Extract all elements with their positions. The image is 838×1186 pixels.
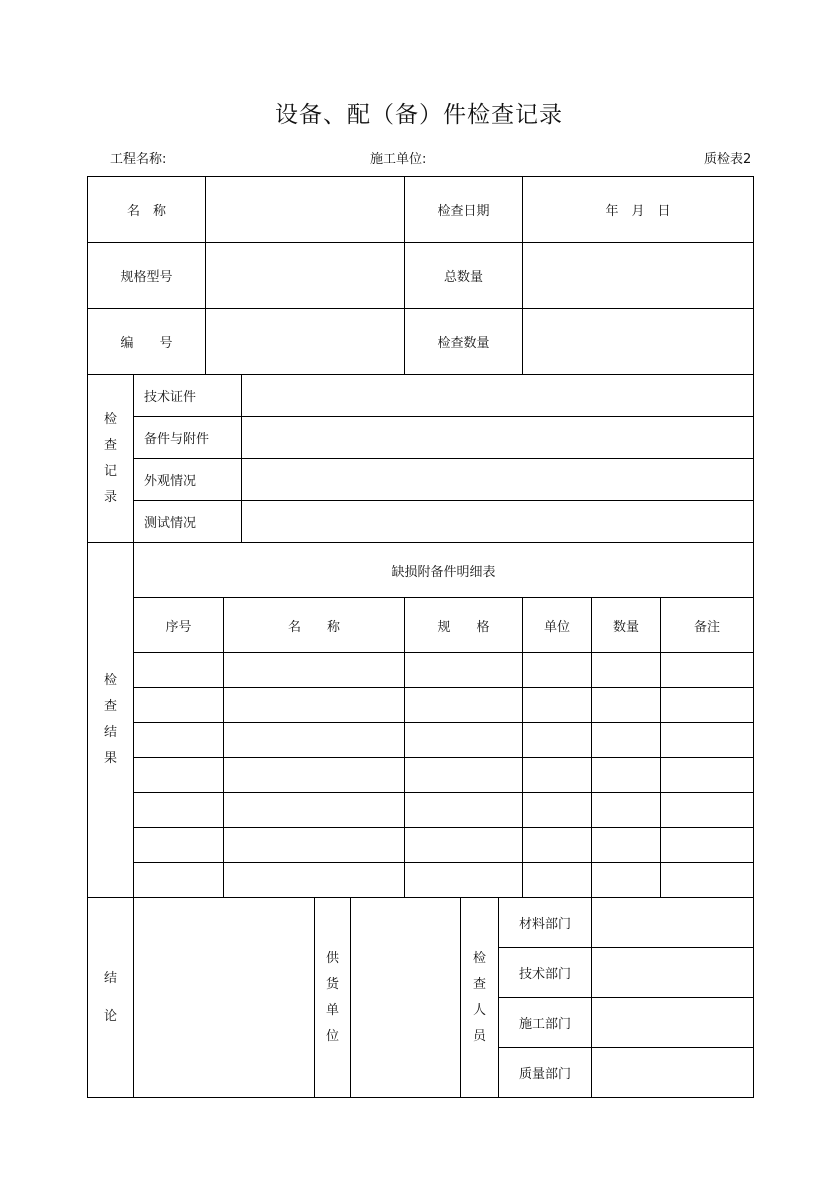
record-item-spares: 备件与附件 [144, 432, 210, 447]
check-record-char: 录 [103, 489, 117, 505]
conclusion-section-label [88, 898, 133, 1097]
total-qty-value[interactable] [523, 243, 753, 308]
spec-model-value[interactable] [206, 243, 404, 308]
check-result-char: 查 [103, 699, 117, 714]
record-item-testing: 测试情况 [144, 516, 197, 531]
dept-technical-label: 技术部门 [518, 967, 571, 982]
conclusion-char: 结 [103, 970, 117, 986]
record-item-appearance: 外观情况 [144, 474, 197, 489]
total-qty-label: 总数量 [443, 270, 483, 285]
page-title: 设备、配（备）件检查记录 [275, 102, 563, 128]
conclusion-char: 论 [103, 1008, 117, 1024]
record-item-tech-docs: 技术证件 [144, 390, 197, 405]
supplier-value[interactable] [351, 898, 460, 1097]
supplier-char: 位 [325, 1028, 339, 1044]
supplier-char: 供 [325, 950, 339, 966]
check-result-char: 结 [103, 725, 117, 740]
check-date-label: 检查日期 [437, 204, 490, 219]
defect-table-title: 缺损附备件明细表 [391, 564, 496, 580]
construction-unit-label: 施工单位: [370, 152, 427, 167]
check-qty-value[interactable] [523, 309, 753, 374]
check-record-char: 记 [103, 463, 117, 479]
inspector-char: 人 [472, 1002, 486, 1018]
dept-quality-signature[interactable] [592, 1048, 753, 1097]
check-qty-label: 检查数量 [437, 336, 490, 351]
form-code: 质检表2 [704, 152, 752, 167]
name-value[interactable] [206, 177, 404, 242]
inspector-char: 查 [472, 976, 486, 992]
serial-value[interactable] [206, 309, 404, 374]
conclusion-value[interactable] [134, 898, 314, 1097]
check-result-char: 检 [103, 673, 117, 688]
dept-materials-label: 材料部门 [518, 917, 571, 932]
column-header-name: 名 称 [287, 619, 340, 635]
serial-label: 编 号 [120, 336, 173, 351]
inspector-char: 员 [472, 1028, 486, 1044]
dept-technical-signature[interactable] [592, 948, 753, 997]
project-name-label: 工程名称: [110, 152, 167, 167]
dept-construction-label: 施工部门 [518, 1017, 571, 1032]
check-date-value[interactable]: 年 月 日 [605, 204, 671, 219]
check-record-char: 检 [103, 411, 117, 427]
column-header-index: 序号 [165, 619, 192, 635]
spec-model-label: 规格型号 [120, 270, 173, 285]
supplier-char: 单 [325, 1002, 339, 1018]
check-record-char: 查 [103, 437, 117, 453]
name-label: 名 称 [126, 204, 166, 219]
column-header-qty: 数量 [612, 619, 639, 635]
check-record-section-label [88, 375, 133, 542]
supplier-label [315, 898, 350, 1097]
dept-construction-signature[interactable] [592, 998, 753, 1047]
column-header-remark: 备注 [693, 619, 720, 635]
column-header-unit: 单位 [543, 619, 570, 635]
supplier-char: 货 [325, 976, 339, 992]
check-result-section-label [88, 543, 133, 897]
inspector-char: 检 [472, 950, 486, 966]
check-result-char: 果 [103, 751, 117, 766]
dept-materials-signature[interactable] [592, 898, 753, 947]
dept-quality-label: 质量部门 [518, 1067, 571, 1082]
column-header-spec: 规 格 [437, 619, 490, 635]
inspector-label [461, 898, 498, 1097]
